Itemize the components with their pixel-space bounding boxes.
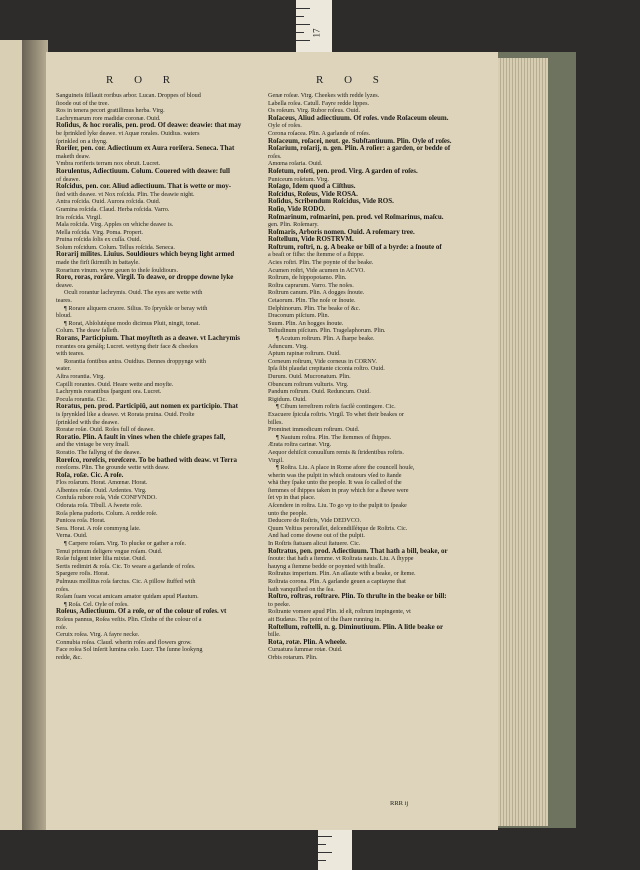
- dictionary-line: is ſprynkled like a deawe. vt Rorata pruina. Ouid. Froſte: [56, 410, 195, 418]
- dictionary-line: gen. Plin. Roſemary.: [268, 221, 319, 229]
- dictionary-line: ſtoode out of the tree.: [56, 99, 110, 107]
- dictionary-line: Aſcendere in roſtra. Liu. To go vp to the pulpit to ſpeake: [268, 502, 407, 510]
- dictionary-line: Corneum roſtrum, Vide corneus in CORNV.: [268, 357, 377, 365]
- dictionary-line: wherin was the pulpit in which oratours vſed to ſtande: [268, 471, 402, 479]
- dictionary-line: teares.: [56, 297, 72, 305]
- ruler-tick: [318, 836, 332, 837]
- dictionary-line: Roſtellum, Vide ROSTRVM.: [268, 236, 354, 244]
- dictionary-line: Corona roſacea. Plin. A garlande of roſes.: [268, 129, 371, 137]
- ruler-tick: [296, 8, 310, 9]
- dictionary-line: Ærata roſtra carinæ. Virg.: [268, 441, 332, 449]
- dictionary-line: Durum. Ouid. Mucronatum. Plin.: [268, 372, 351, 380]
- dictionary-line: ¶ Rorat, Abſolutéque modo dicimus Pluit, ningit, tonat.: [64, 319, 201, 327]
- dictionary-line: Roſidus, Scribendum Roſcidus, Vide ROS.: [268, 198, 394, 206]
- dictionary-line: Rigidum. Ouid.: [268, 395, 307, 403]
- dictionary-line: Aequor dehiſcit conuulſum remis & ſtridentibus roſtris.: [268, 448, 404, 456]
- dictionary-line: ſtemmes of ſhippes taken in pray which for a ſhewe were: [268, 486, 409, 494]
- dictionary-line: ¶ Cibum terreſtrem roſtris facilè contingere. Cic.: [276, 403, 396, 411]
- dictionary-line: Roſam ſuam vocat amicam amator quidam apud Plautum.: [56, 593, 199, 601]
- dictionary-line: Aduncum. Virg.: [268, 342, 308, 350]
- dictionary-line: Roſetum, roſeti, pen. prod. Virg. A garden of roſes.: [268, 167, 418, 175]
- dictionary-line: Roſtrum, roſtri, n. g. A beake or bill of a byrde: a ſnoute of: [268, 243, 442, 251]
- dictionary-line: roſes.: [56, 585, 70, 593]
- page-fore-edge: [492, 58, 548, 826]
- scan-ruler-top: [296, 0, 332, 52]
- dictionary-line: Teſtudinum piſcium. Plin. Tragelaphorum. Plin.: [268, 327, 386, 335]
- dictionary-line: Roratæ roſæ. Ouid. Roſes full of deawe.: [56, 426, 155, 434]
- dictionary-line: Roſtratus, pen. prod. Adiectiuum. That hath a bill, beake, or: [268, 547, 448, 555]
- dictionary-line: Roratio. The fallyng of the deawe.: [56, 448, 141, 456]
- dictionary-line: Quum Veſtius peroraſſet, deſcendiſſétque de Roſtris. Cic.: [268, 524, 408, 532]
- left-text-column: [56, 92, 254, 662]
- dictionary-line: Confuſa rubore roſa, Vide CONFVNDO.: [56, 494, 157, 502]
- dictionary-line: Ceruix roſea. Virg. A fayre necke.: [56, 631, 140, 639]
- dictionary-line: ait Budæus. The point of the ſhare running in.: [268, 615, 381, 623]
- ruler-tick: [318, 852, 332, 853]
- dictionary-line: Solum roſcidum. Colum. Tellus roſcida. Seneca.: [56, 243, 175, 251]
- ruler-tick: [296, 40, 310, 41]
- dictionary-line: roſes.: [268, 152, 282, 160]
- left-page-edge: [0, 40, 24, 830]
- dictionary-line: deawe.: [56, 281, 74, 289]
- dictionary-line: Roro, roras, rorâre. Virgil. To deawe, or droppe downe lyke: [56, 274, 234, 282]
- dictionary-line: Rorulentus, Adiectiuum. Colum. Couered with deawe: full: [56, 167, 230, 175]
- dictionary-line: with teares.: [56, 350, 85, 358]
- dictionary-line: redde, &c.: [56, 653, 82, 661]
- dictionary-line: Roſa plena pudoris. Colum. A redde roſe.: [56, 509, 158, 517]
- dictionary-line: In Roſtris ſtatuam alicui ſtatuere. Cic.: [268, 540, 361, 548]
- dictionary-line: Genæ roſeæ. Virg. Cheekes with redde lyzes.: [268, 92, 380, 99]
- dictionary-line: unto the people.: [268, 509, 308, 517]
- dictionary-line: Virgil.: [268, 456, 284, 464]
- dictionary-line: Flos roſarum. Horat. Amœnæ. Horat.: [56, 479, 148, 487]
- ruler-tick: [296, 32, 304, 33]
- dictionary-line: Roſmarinum, roſmarini, pen. prod. vel Roſmarinus, maſcu.: [268, 213, 444, 221]
- dictionary-line: Sera. Horat. A roſe commyng late.: [56, 524, 141, 532]
- dictionary-line: ſet vp in that place.: [268, 494, 316, 502]
- dictionary-line: Suum. Plin. An hogges ſnoute.: [268, 319, 344, 327]
- dictionary-line: of deawe.: [56, 175, 81, 183]
- dictionary-line: Acumen roſtri, Vide acumen in ACVO.: [268, 266, 365, 274]
- dictionary-line: to peeke.: [268, 600, 291, 608]
- dictionary-line: Roſtrata corona. Plin. A garlande geuen a capitayne that: [268, 578, 406, 585]
- dictionary-line: hath vanquiſhed on the ſea.: [268, 585, 335, 593]
- ruler-tick: [318, 860, 326, 861]
- dictionary-line: Roratus, pen. prod. Participiũ, aut nomen ex participio. That: [56, 403, 238, 411]
- dictionary-line: Odorata roſa. Tibull. A ſweete roſe.: [56, 502, 143, 510]
- dictionary-line: Oyle of roſes.: [268, 122, 302, 130]
- dictionary-line: Spargere roſis. Horat.: [56, 570, 110, 578]
- dictionary-line: Albentes roſæ. Ouid. Ardentes. Virg.: [56, 486, 147, 494]
- dictionary-line: ¶ Roſa. Cel. Oyle of roſes.: [64, 600, 129, 608]
- dictionary-line: Puniceum roſetum. Virg.: [268, 175, 329, 183]
- dictionary-line: ſnoute: that hath a ſtemme. vt Roſtrata nauis. Liu. A ſhyppe: [268, 555, 414, 563]
- dictionary-line: Deducere de Roſtris, Vide DEDVCO.: [268, 517, 361, 525]
- dictionary-line: Punicea roſa. Horat.: [56, 517, 106, 525]
- running-head-left: R O R: [106, 74, 180, 86]
- dictionary-line: ¶ Nauium roſtra. Plin. The ſtemmes of ſhippes.: [276, 433, 392, 441]
- dictionary-line: ¶ Roſtra. Liu. A place in Rome afore the councell houſe,: [276, 464, 415, 472]
- dictionary-line: Delphinorum. Plin. The beake of &c.: [268, 304, 360, 312]
- dictionary-line: bille.: [268, 631, 281, 639]
- dictionary-line: Lachrymis rorantibus ſpargunt ora. Lucret.: [56, 388, 162, 396]
- dictionary-line: Aſtra rorantia. Virg.: [56, 372, 105, 380]
- dictionary-line: Draconum piſcium. Plin.: [268, 312, 330, 320]
- dictionary-line: Roſtrum canum. Plin. A dogges ſnoute.: [268, 289, 365, 297]
- dictionary-line: ſprinkled with the deawe.: [56, 418, 119, 426]
- dictionary-line: billes.: [268, 418, 283, 426]
- dictionary-line: Roſæ fulgent inter lilia mixtæ. Ouid.: [56, 555, 147, 563]
- dictionary-line: Roſtrum, de hippopotamo. Plin.: [268, 274, 347, 282]
- dictionary-line: Roratio. Plin. A fault in vines when the chiefe grapes fall,: [56, 433, 226, 441]
- dictionary-line: Rorantia fontibus antra. Ouidius. Dennes droppynge with: [64, 357, 206, 365]
- dictionary-line: Roſa, roſæ. Cic. A roſe.: [56, 471, 124, 479]
- dictionary-line: and the vintage be very ſmall.: [56, 441, 130, 449]
- ruler-tick: [296, 16, 304, 17]
- dictionary-line: Roſio, Vide RODO.: [268, 205, 326, 213]
- dictionary-line: Roreſco, roreſcis, roreſcere. To be bathed with deaw. vt Terra: [56, 456, 238, 464]
- scan-ruler-bottom: [318, 828, 352, 870]
- dictionary-line: rorantes ora genáſq; Lucret. wettyng their face & cheekes: [56, 342, 199, 350]
- dictionary-line: Face roſea Sol inſerit lumina celo. Lucr. The ſunne lookyng: [56, 646, 203, 654]
- dictionary-line: And had come downe out of the pulpit.: [268, 532, 365, 540]
- dictionary-line: whā they ſpake unto the people. It was ſo called of the: [268, 479, 402, 487]
- dictionary-line: water.: [56, 365, 71, 373]
- dictionary-line: Colum. The deaw falleth.: [56, 327, 119, 335]
- dictionary-line: Ros in tenera pecori gratiſſimus herba. Virg.: [56, 107, 165, 115]
- dictionary-line: Capilli rorantes. Ouid. Heare wette and moyſte.: [56, 380, 174, 388]
- dictionary-line: Rota, rotæ. Plin. A wheele.: [268, 638, 347, 646]
- dictionary-line: Mala roſcida. Virg. Apples on whiche deawe is.: [56, 221, 174, 229]
- dictionary-line: Pandum roſtrum. Ouid. Reduncum. Ouid.: [268, 388, 371, 396]
- dictionary-line: Mella roſcida. Virg. Poma. Propert.: [56, 228, 144, 236]
- dictionary-line: hauyng a ſtemme bedde or poynted with braſſe.: [268, 562, 385, 570]
- dictionary-line: Sanguineis ſtillauit roribus arbor. Lucan. Droppes of bloud: [56, 92, 201, 99]
- dictionary-line: Pocula rorantia. Cic.: [56, 395, 107, 403]
- book-page: [46, 52, 498, 830]
- dictionary-line: Lachrymarum rore madidæ coronæ. Ouid.: [56, 114, 161, 122]
- dictionary-line: ¶ Acutum roſtrum. Plin. A ſharpe beake.: [276, 335, 375, 342]
- signature-mark: RRR ij: [390, 800, 409, 807]
- dictionary-line: Rorans, Participium. That moyſteth as a deawe. vt Lachrymis: [56, 335, 240, 342]
- dictionary-line: ¶ Rorare aliquem cruore. Silius. To ſprynkle or beray with: [64, 304, 208, 312]
- dictionary-line: roſe.: [56, 623, 68, 631]
- dictionary-line: Amœna roſaria. Ouid.: [268, 160, 323, 168]
- dictionary-line: Labella roſea. Catull. Fayre redde lippes.: [268, 99, 370, 107]
- dictionary-line: Acies roſtri. Plin. The poynte of the beake.: [268, 259, 374, 267]
- dictionary-line: maketh deaw.: [56, 152, 90, 160]
- dictionary-line: Roſidus, & hoc roralis, pen. prod. Of deawe: deawie: that may: [56, 122, 242, 130]
- dictionary-line: Roſtro, roſtras, roſtrare. Plin. To thruſte in the beake or bill:: [268, 593, 447, 601]
- dictionary-line: Roſcidus, Roſeus, Vide ROSA.: [268, 190, 358, 198]
- dictionary-line: Curuatura ſummæ rotæ. Ouid.: [268, 646, 343, 654]
- dictionary-line: Roriſer, pen. cor. Adiectiuum ex Aura roriſera. Seneca. That: [56, 145, 235, 153]
- dictionary-line: Roſeus pannus, Roſea veſtis. Plin. Clothe of the colour of a: [56, 615, 202, 623]
- dictionary-line: Rorarium vinum. wyne geuen to theſe ſouldiours.: [56, 266, 179, 274]
- dictionary-line: Iris roſcida. Virgil.: [56, 213, 102, 221]
- dictionary-line: Pulmuus mollitus roſa farctus. Cic. A pillow ſtuffed with: [56, 578, 196, 585]
- dictionary-line: made the firſt ſkirmiſh in battayle.: [56, 259, 140, 267]
- running-head-right: R O S: [316, 74, 388, 86]
- dictionary-line: Vmbra roriferis terram nox obruit. Lucret.: [56, 160, 161, 168]
- ruler-number: 17: [311, 28, 322, 38]
- book-gutter: [22, 40, 48, 830]
- dictionary-line: Aptum rapinæ roſtrum. Ouid.: [268, 350, 341, 358]
- dictionary-line: Gramina roſcida. Claud. Herba roſcida. Varro.: [56, 205, 170, 213]
- dictionary-line: Connubia roſea. Claud. wherin roſes and flowers grow.: [56, 638, 192, 646]
- dictionary-line: Orbis rotarum. Plin.: [268, 653, 318, 661]
- dictionary-line: Ipſa ſibi plaudat crepitante ciconia roſtro. Ouid.: [268, 365, 385, 373]
- dictionary-line: Roſaceum, roſacei, neut. ge. Subſtantiuum. Plin. Oyle of roſes.: [268, 137, 452, 145]
- ruler-tick: [318, 844, 326, 845]
- dictionary-line: Prominet immodicum roſtrum. Ouid.: [268, 426, 360, 434]
- dictionary-line: ¶ Carpere roſam. Virg. To plucke or gather a roſe.: [64, 540, 186, 548]
- dictionary-line: roreſcens. Plin. The grounde wette with deaw.: [56, 464, 170, 472]
- dictionary-line: Os roſeum. Virg. Rubor roſeus. Ouid.: [268, 107, 361, 115]
- dictionary-line: Roſtrante vomere apud Plin. id eſt, roſtrum impingente, vt: [268, 608, 411, 616]
- dictionary-line: Roſarium, roſarij, n. gen. Plin. A roſier: a garden, or bedde of: [268, 145, 451, 153]
- dictionary-line: Tenui primum deligere vngue roſam. Ouid.: [56, 547, 163, 555]
- dictionary-line: Roſtra caprarum. Varro. The noſes.: [268, 281, 354, 289]
- dictionary-line: bloud.: [56, 312, 72, 320]
- dictionary-line: a beaſt or fiſhe: the ſtemme of a ſhippe.: [268, 251, 365, 259]
- dictionary-line: Pruina roſcida ſolis ex cuſſa. Ouid.: [56, 236, 142, 244]
- dictionary-line: Roſtratus imperium. Plin. An aſſaute with a beake, or ſteme.: [268, 570, 416, 578]
- dictionary-line: Roſmaris, Arboris nomen. Ouid. A roſemary tree.: [268, 228, 415, 236]
- dictionary-line: Roſaceus, Aliud adiectiuum. Of roſes. vnde Roſaceum oleum.: [268, 114, 449, 122]
- dictionary-line: Roſeus, Adiectiuum. Of a roſe, or of the colour of roſes. vt: [56, 608, 227, 616]
- dictionary-line: Exacuere ſpicula roſtris. Virgil. To whet their beakes or: [268, 410, 404, 418]
- dictionary-line: Antra roſcida. Ouid. Aurora roſcida. Ouid.: [56, 198, 161, 206]
- dictionary-line: Cetaorum. Plin. The noſe or ſnoute.: [268, 297, 356, 305]
- dictionary-line: ſprinkled on a thyng.: [56, 137, 108, 145]
- dictionary-line: Oculi rorantur lachrymis. Ouid. The eyes are wette with: [64, 289, 203, 297]
- dictionary-line: Roſcidus, pen. cor. Aliud adiectiuum. That is wette or moy-: [56, 183, 232, 191]
- dictionary-line: Sertis redimiri & roſa. Cic. To weare a garlande of roſes.: [56, 562, 196, 570]
- ruler-tick: [296, 24, 310, 25]
- dictionary-line: Verna. Ouid.: [56, 532, 88, 540]
- dictionary-line: be ſprinkled lyke deawe. vt Aquæ rorales. Ouidius. waters: [56, 129, 200, 137]
- dictionary-line: Roſtellum, roſtelli, n. g. Diminutiuum. Plin. A litle beake or: [268, 623, 444, 631]
- dictionary-line: ſted with deawe. vt Nox roſcida. Plin. The deawie night.: [56, 190, 195, 198]
- dictionary-line: Obuncum roſtrum vulturis. Virg.: [268, 380, 349, 388]
- dictionary-line: Roſago, Idem quod a Ciſthus.: [268, 183, 356, 191]
- right-text-column: [268, 92, 466, 662]
- dictionary-line: Rorarij milites. Liuius. Souldiours which beyng light armed: [56, 251, 235, 259]
